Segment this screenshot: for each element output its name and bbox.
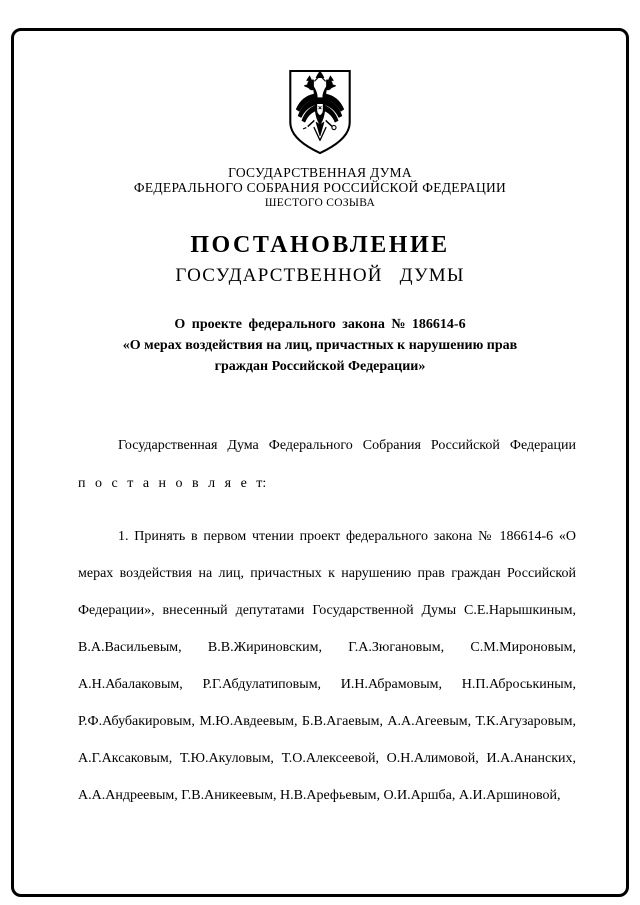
document-body [14, 427, 626, 814]
title-line1: ПОСТАНОВЛЕНИЕ [190, 232, 450, 258]
document-page [11, 28, 629, 897]
convocation-line: ШЕСТОГО СОЗЫВА [264, 197, 376, 209]
paragraph-item-1: 1. Принять в первом чтении проект федерального закона № 186614-6 «О мерах воздействия на лиц, причастных к нарушению прав граждан Российской Федерации», внесенный депутатами Государственной Думы С.Е.Нарышкиным, В.А.Васильевым, В.В.Жириновским, Г.А.Зюгановым, С.М.Мироновым, А.Н.Абалаковым, Р.Г.Абдулатиповым, И.Н.Абрамовым, Н.П.Аброськиным, Р.Ф.Абубакировым, М.Ю.Авдеевым, Б.В.Агаевым, А.А.Агеевым, Т.К.Агузаровым, А.Г.Аксаковым, Т.Ю.Акуловым, Т.О.Алексеевой, О.Н.Алимовой, И.А.Ананских, А.А.Андреевым, Г.В.Аникеевым, Н.В.Арефьевым, О.И.Аршба, А.И.Аршиновой, [78, 529, 576, 803]
org-name: ГОСУДАРСТВЕННАЯ ДУМА [228, 165, 412, 180]
document-title [14, 231, 626, 287]
subject-line3: граждан Российской Федерации» [214, 359, 426, 374]
document-header [14, 165, 626, 211]
document-subject [14, 314, 626, 377]
paragraph-resolution-verb: п о с т а н о в л я е т: [78, 476, 267, 491]
subject-line1: О проекте федерального закона № 186614-6 [174, 317, 466, 332]
subject-line2: «О мерах воздействия на лиц, причастных к нарушению прав [122, 338, 518, 353]
paragraph-resolution [78, 427, 576, 503]
paragraph-resolution-lead: Государственная Дума Федерального Собрания Российской Федерации [118, 438, 576, 453]
emblem [14, 67, 626, 157]
title-line2: ГОСУДАРСТВЕННОЙ ДУМЫ [175, 265, 465, 286]
russia-coat-of-arms-icon [287, 67, 353, 157]
org-subtitle: ФЕДЕРАЛЬНОГО СОБРАНИЯ РОССИЙСКОЙ ФЕДЕРАЦИИ [133, 180, 507, 195]
